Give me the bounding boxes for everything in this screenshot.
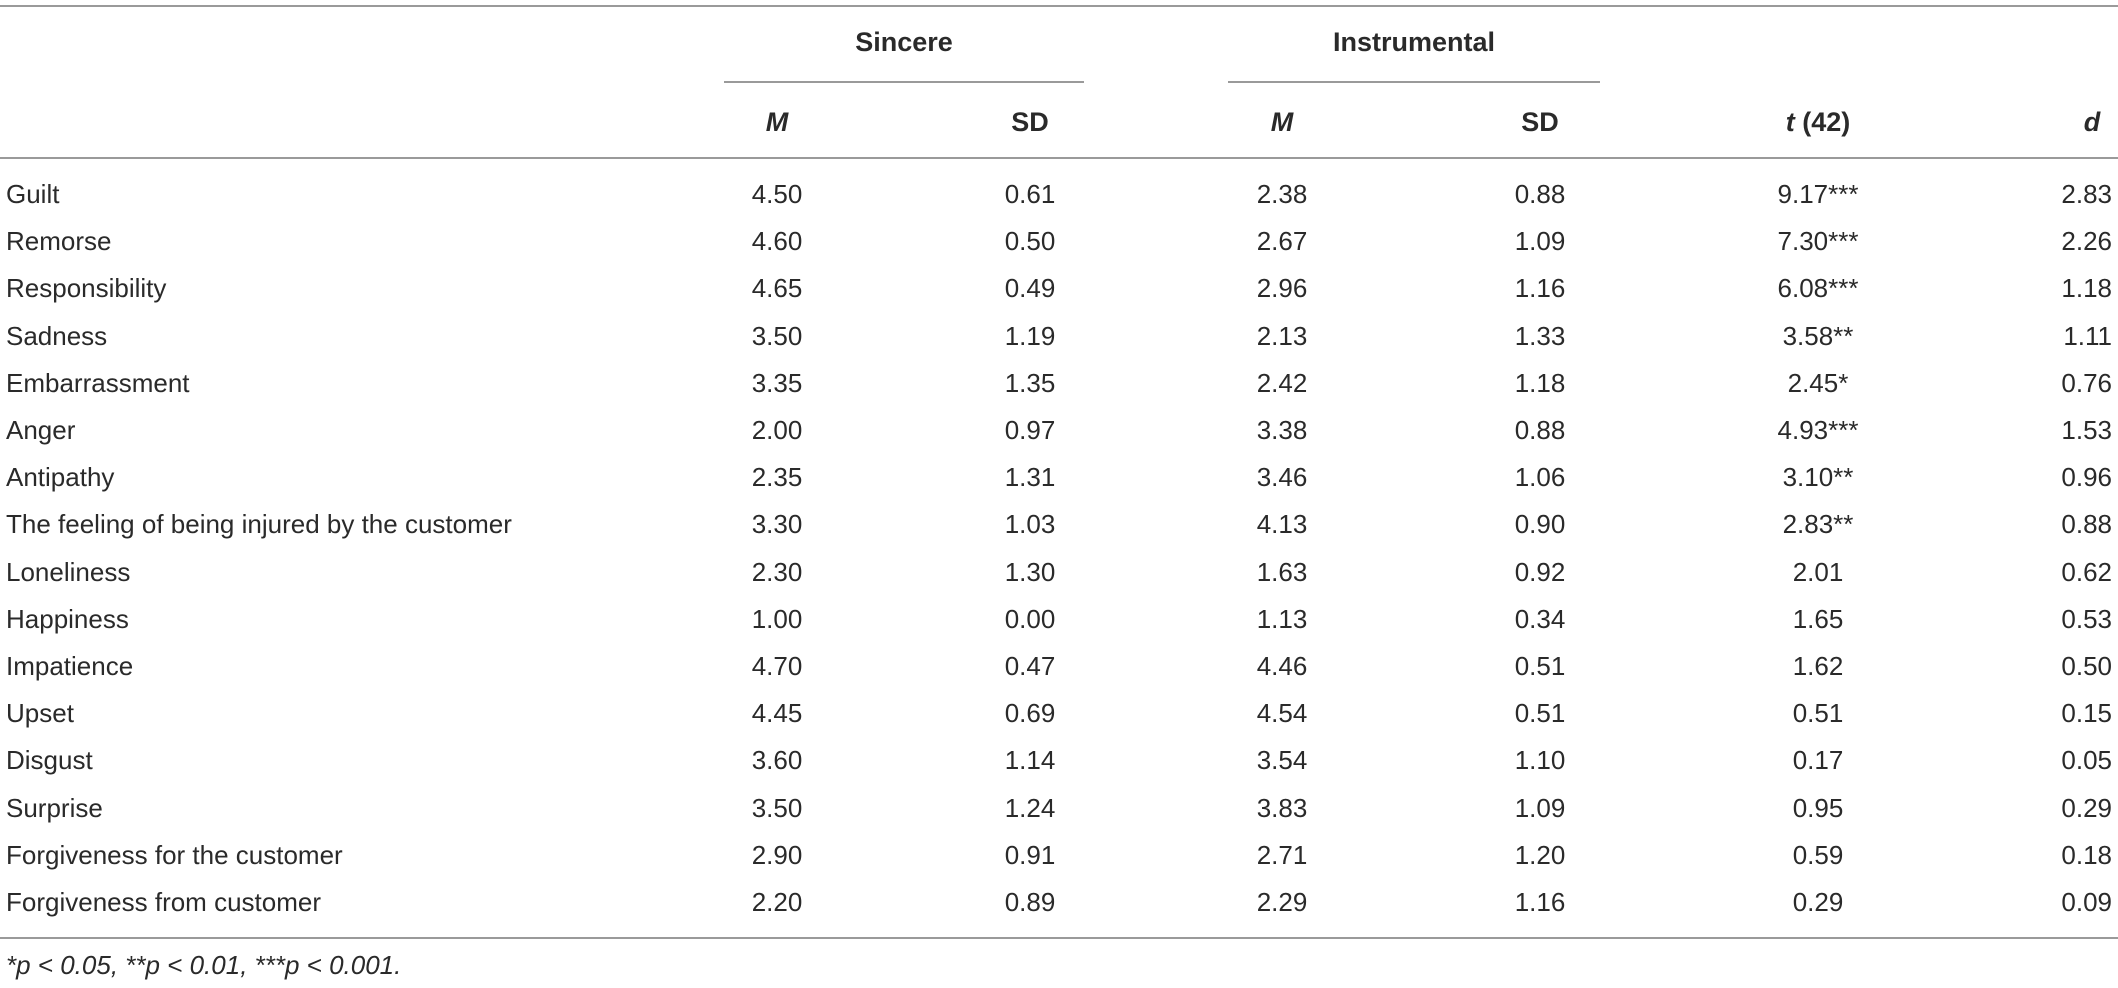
row-label: Anger	[6, 415, 76, 445]
table-cell: 0.34	[1514, 604, 1566, 634]
table-cell: 3.35	[751, 368, 803, 398]
row-label: Disgust	[6, 745, 93, 775]
row-label: Antipathy	[6, 462, 115, 492]
table-cell: 2.20	[751, 887, 803, 917]
table-cell: 0.97	[1004, 415, 1056, 445]
table-cell: 0.50	[1004, 226, 1056, 256]
column-header: t (42)	[1785, 107, 1851, 137]
table-bottom-rule	[0, 937, 2118, 939]
column-header: d	[2083, 107, 2101, 137]
table-cell: 0.88	[1514, 415, 1566, 445]
table-cell: 1.00	[751, 604, 803, 634]
row-label: The feeling of being injured by the customer	[6, 509, 512, 539]
table-cell: 3.54	[1256, 745, 1308, 775]
table-cell: 1.35	[1004, 368, 1056, 398]
table-cell: 1.31	[1004, 462, 1056, 492]
table-cell: 2.45*	[1787, 368, 1849, 398]
group-header-sincere: Sincere	[855, 27, 953, 57]
table-cell: 0.59	[1792, 840, 1844, 870]
table-cell: 1.09	[1514, 793, 1566, 823]
table-cell: 2.83**	[1782, 509, 1854, 539]
header-bottom-rule	[0, 157, 2118, 159]
table-cell: 0.29	[1792, 887, 1844, 917]
row-label: Guilt	[6, 179, 60, 209]
table-cell: 1.03	[1004, 509, 1056, 539]
table-cell: 2.96	[1256, 273, 1308, 303]
table-cell: 3.38	[1256, 415, 1308, 445]
table-cell: 1.09	[1514, 226, 1566, 256]
table-cell: 0.69	[1004, 698, 1056, 728]
table-cell: 1.14	[1004, 745, 1056, 775]
table-cell: 2.00	[751, 415, 803, 445]
table-cell: 0.51	[1514, 651, 1566, 681]
row-label: Remorse	[6, 226, 112, 256]
table-cell: 3.30	[751, 509, 803, 539]
table-cell: 0.92	[1514, 557, 1566, 587]
table-cell: 0.51	[1514, 698, 1566, 728]
sincere-group-rule	[724, 81, 1084, 83]
table-cell: 0.18	[2061, 840, 2112, 870]
table-cell: 1.20	[1514, 840, 1566, 870]
table-cell: 2.26	[2061, 226, 2112, 256]
table-cell: 3.50	[751, 793, 803, 823]
table-cell: 4.50	[751, 179, 803, 209]
table-cell: 4.93***	[1777, 415, 1859, 445]
table-cell: 1.11	[2063, 321, 2112, 351]
row-label: Happiness	[6, 604, 129, 634]
table-cell: 4.13	[1256, 509, 1308, 539]
table-cell: 1.62	[1792, 651, 1844, 681]
table-cell: 4.70	[751, 651, 803, 681]
table-cell: 0.88	[2061, 509, 2112, 539]
table-cell: 2.29	[1256, 887, 1308, 917]
table-cell: 1.16	[1514, 273, 1566, 303]
table-cell: 1.18	[1514, 368, 1566, 398]
table-footnote: *p < 0.05, **p < 0.01, ***p < 0.001.	[6, 950, 402, 980]
table-cell: 4.46	[1256, 651, 1308, 681]
table-cell: 1.19	[1004, 321, 1056, 351]
table-cell: 3.83	[1256, 793, 1308, 823]
table-cell: 4.65	[751, 273, 803, 303]
row-label: Impatience	[6, 651, 134, 681]
table-cell: 1.63	[1256, 557, 1308, 587]
table-cell: 1.06	[1514, 462, 1566, 492]
table-cell: 2.38	[1256, 179, 1308, 209]
table-cell: 3.10**	[1782, 462, 1854, 492]
table-cell: 0.88	[1514, 179, 1566, 209]
table-cell: 1.18	[2061, 273, 2112, 303]
table-cell: 0.62	[2061, 557, 2112, 587]
table-cell: 4.54	[1256, 698, 1308, 728]
row-label: Loneliness	[6, 557, 131, 587]
table-cell: 9.17***	[1777, 179, 1859, 209]
table-cell: 6.08***	[1777, 273, 1859, 303]
instrumental-group-rule	[1228, 81, 1600, 83]
table-cell: 0.89	[1004, 887, 1056, 917]
table-cell: 0.95	[1792, 793, 1844, 823]
row-label: Responsibility	[6, 273, 167, 303]
row-label: Surprise	[6, 793, 103, 823]
table-cell: 0.29	[2061, 793, 2112, 823]
table-cell: 0.96	[2061, 462, 2112, 492]
table-cell: 0.61	[1004, 179, 1056, 209]
table-cell: 0.90	[1514, 509, 1566, 539]
table-cell: 1.24	[1004, 793, 1056, 823]
table-cell: 2.30	[751, 557, 803, 587]
table-cell: 1.65	[1792, 604, 1844, 634]
table-cell: 2.01	[1792, 557, 1844, 587]
table-cell: 2.35	[751, 462, 803, 492]
table-cell: 0.51	[1792, 698, 1844, 728]
table-cell: 1.53	[2061, 415, 2112, 445]
row-label: Sadness	[6, 321, 108, 351]
table-cell: 7.30***	[1777, 226, 1859, 256]
table-cell: 1.10	[1514, 745, 1566, 775]
table-cell: 3.50	[751, 321, 803, 351]
row-label: Forgiveness for the customer	[6, 840, 343, 870]
table-cell: 0.76	[2061, 368, 2112, 398]
table-cell: 0.50	[2061, 651, 2112, 681]
table-cell: 0.49	[1004, 273, 1056, 303]
row-label: Forgiveness from customer	[6, 887, 321, 917]
column-header: SD	[1521, 107, 1559, 137]
table-cell: 0.05	[2061, 745, 2112, 775]
column-header: SD	[1011, 107, 1049, 137]
table-cell: 0.17	[1792, 745, 1844, 775]
table-cell: 4.45	[751, 698, 803, 728]
table-cell: 1.30	[1004, 557, 1056, 587]
table-cell: 4.60	[751, 226, 803, 256]
table-cell: 3.46	[1256, 462, 1308, 492]
table-cell: 2.42	[1256, 368, 1308, 398]
column-header: M	[765, 107, 789, 137]
table-cell: 2.71	[1256, 840, 1308, 870]
table-cell: 1.13	[1256, 604, 1308, 634]
table-cell: 0.47	[1004, 651, 1056, 681]
table-cell: 0.53	[2061, 604, 2112, 634]
table-cell: 0.00	[1004, 604, 1056, 634]
table-cell: 0.91	[1004, 840, 1056, 870]
table-cell: 1.33	[1514, 321, 1566, 351]
table-cell: 2.13	[1256, 321, 1308, 351]
table-top-rule	[0, 5, 2118, 7]
row-label: Upset	[6, 698, 74, 728]
row-label: Embarrassment	[6, 368, 190, 398]
table-cell: 3.60	[751, 745, 803, 775]
table-cell: 2.67	[1256, 226, 1308, 256]
column-header: M	[1270, 107, 1294, 137]
table-cell: 0.15	[2061, 698, 2112, 728]
table-cell: 0.09	[2061, 887, 2112, 917]
table-cell: 2.90	[751, 840, 803, 870]
table-cell: 1.16	[1514, 887, 1566, 917]
table-cell: 2.83	[2061, 179, 2112, 209]
table-cell: 3.58**	[1782, 321, 1854, 351]
group-header-instrumental: Instrumental	[1332, 27, 1496, 57]
